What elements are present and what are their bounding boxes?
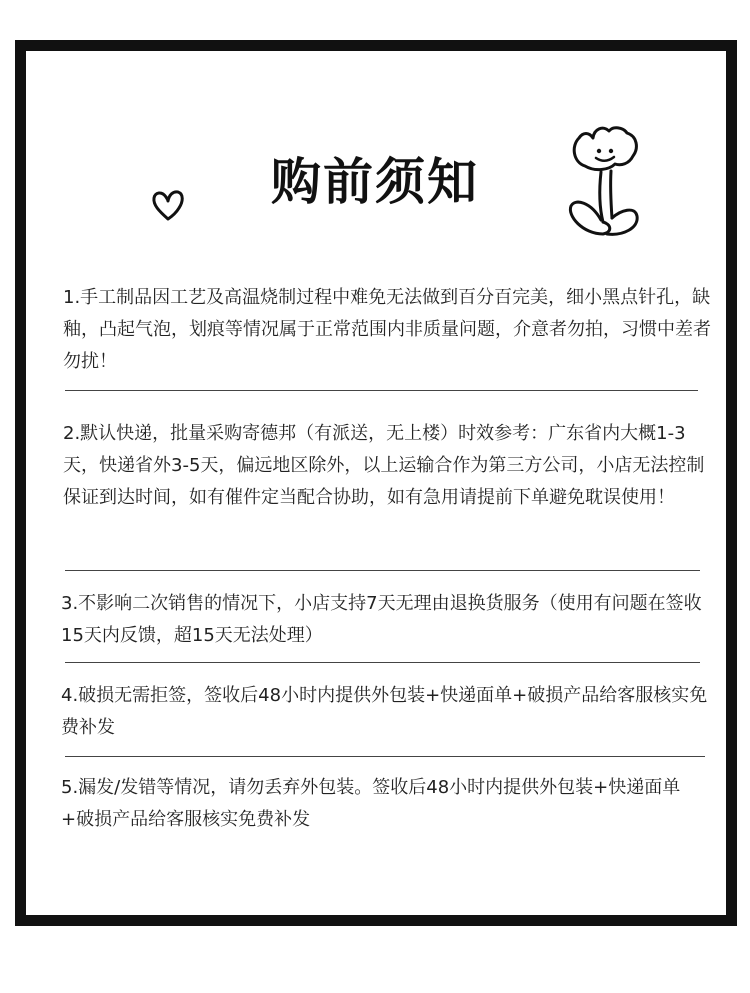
notice-item-4: 4.破损无需拒签，签收后48小时内提供外包装+快递面单+破损产品给客服核实免费补发 [61, 685, 708, 738]
flower-doodle-icon [565, 122, 645, 248]
notice-item-3: 3.不影响二次销售的情况下，小店支持7天无理由退换货服务（使用有问题在签收15天内反馈，超15天无法处理） [61, 593, 702, 646]
notice-item-1: 1.手工制品因工艺及高温烧制过程中难免无法做到百分百完美，细小黑点针孔，缺釉，凸起气泡，划痕等情况属于正常范围内非质量问题，介意者勿拍，习惯中差者勿扰！ [63, 287, 711, 372]
divider [65, 390, 698, 391]
divider [65, 570, 700, 571]
heart-icon [150, 186, 186, 224]
notice-item-5: 5.漏发/发错等情况，请勿丢弃外包装。签收后48小时内提供外包装+快递面单+破损产品给客服核实免费补发 [61, 777, 681, 830]
divider [65, 756, 705, 757]
divider [65, 662, 700, 663]
page-title: 购前须知 [271, 153, 479, 211]
notice-item-2: 2.默认快递，批量采购寄德邦（有派送，无上楼）时效参考：广东省内大概1-3天，快递省外3-5天，偏远地区除外，以上运输合作为第三方公司，小店无法控制保证到达时间，如有催件定当配合协助，如有急用请提前下单避免耽误使用！ [63, 423, 705, 508]
